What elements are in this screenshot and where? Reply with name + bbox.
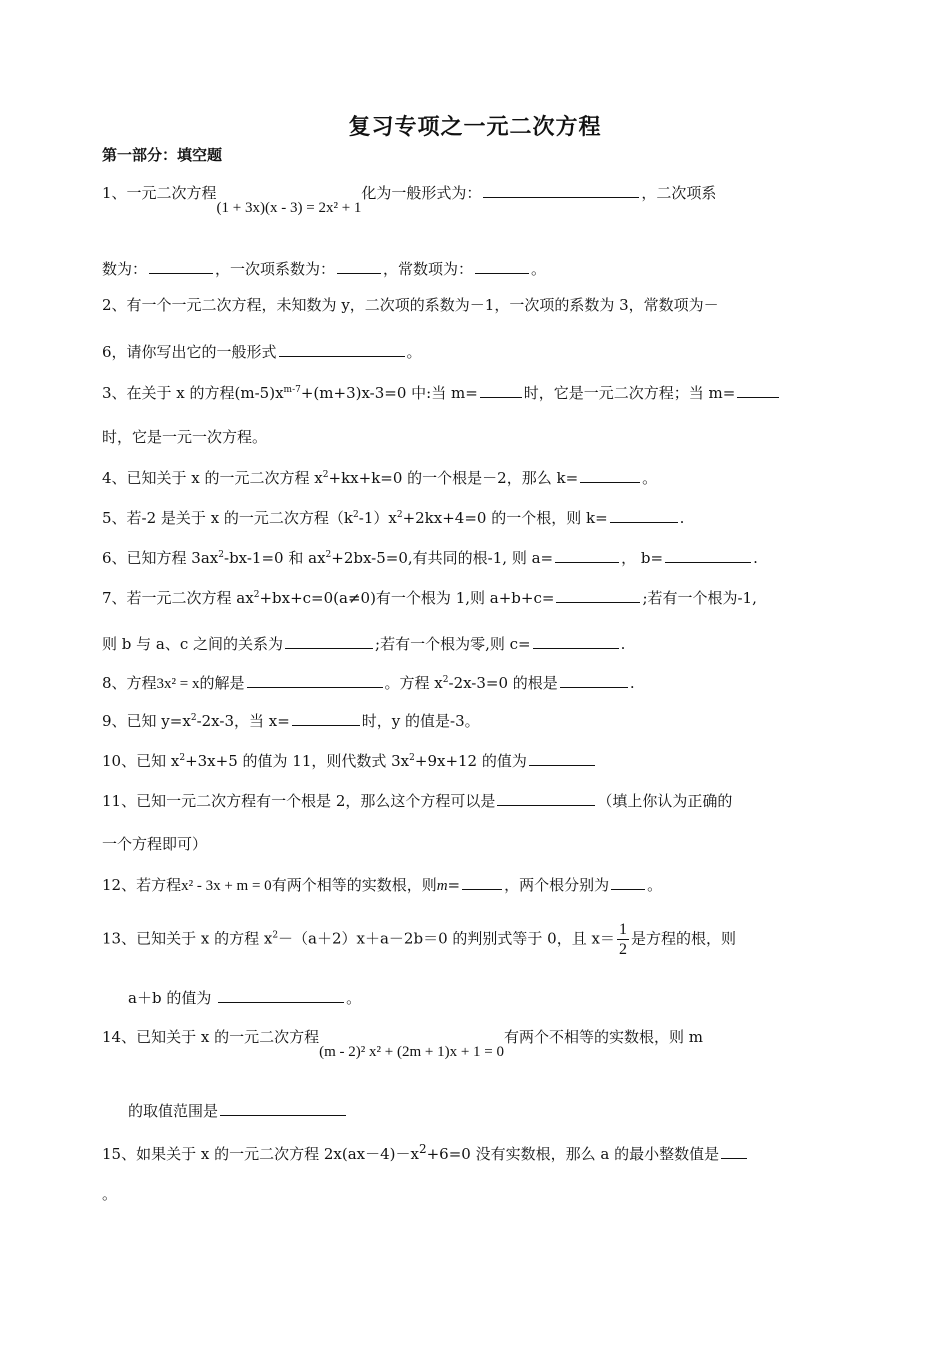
answer-blank[interactable] — [475, 256, 529, 274]
answer-blank[interactable] — [218, 985, 344, 1003]
answer-blank[interactable] — [247, 670, 383, 688]
question-3-line-2: 时，它是一元一次方程。 — [102, 428, 268, 446]
question-3-line-1: 3、在关于 x 的方程$(m-5)x^{m-7}+(m+3)x-3=0$ 中:当 m= 时，它是一元二次方程；当 m= — [102, 380, 852, 405]
question-1-line-1: 1、一元二次方程(1 + 3x)(x - 3) = 2x² + 1化为一般形式为： ，二次项系 — [102, 180, 852, 206]
answer-blank[interactable] — [721, 1141, 747, 1159]
answer-blank[interactable] — [279, 339, 405, 357]
question-14-line-1: 14、已知关于 x 的一元二次方程(m - 2)² x² + (2m + 1)x + 1 = 0有两个不相等的实数根，则 m — [102, 1028, 703, 1060]
question-12: 12、若方程x² - 3x + m = 0有两个相等的实数根，则m= ，两个根分别为 。 — [102, 872, 852, 898]
question-11-line-2: 一个方程即可） — [102, 835, 208, 853]
answer-blank[interactable] — [220, 1098, 346, 1116]
answer-blank[interactable] — [529, 748, 595, 766]
question-6: 6、已知方程 $3ax^2-bx-1=0$ 和 $ax^2+2bx-5=0$,有共同的根-1, 则 a= ， b= . — [102, 545, 852, 570]
answer-blank[interactable] — [337, 256, 381, 274]
answer-blank[interactable] — [533, 631, 619, 649]
question-13-line-1: 13、已知关于 x 的方程 $x^2-(a+2)x+a-2b=0$ 的判别式等于 0，且 x＝ $\frac{1}{2}$ 是方程的根，则 — [102, 921, 736, 958]
question-8: 8、方程3x² = x的解是 。方程 $x^2-2x-3=0$ 的根是 . — [102, 670, 852, 696]
equation-8: 3x² = x — [156, 676, 200, 692]
answer-blank[interactable] — [665, 545, 751, 563]
question-7-line-1: 7、若一元二次方程 $ax^2+bx+c=0(a\ne 0)$有一个根为 1,则 a+b+c= ;若有一个根为-1, — [102, 585, 852, 610]
fraction-one-half: $\frac{1}{2}$ — [618, 921, 627, 958]
equation-12: x² - 3x + m = 0 — [181, 878, 272, 894]
question-4: 4、已知关于 x 的一元二次方程 $x^2+kx+k=0$ 的一个根是－2，那么 k= 。 — [102, 465, 852, 490]
question-1-line-2: 数为： ，一次项系数为： ，常数项为： 。 — [102, 256, 852, 281]
answer-blank[interactable] — [560, 670, 628, 688]
answer-blank[interactable] — [555, 545, 619, 563]
answer-blank[interactable] — [580, 465, 640, 483]
question-9: 9、已知 $y=x^2-2x-3$，当 x= 时，y 的值是-3。 — [102, 708, 852, 733]
section-heading: 第一部分：填空题 — [102, 146, 223, 164]
question-15-line-2: 。 — [102, 1185, 118, 1203]
equation-1: (1 + 3x)(x - 3) = 2x² + 1 — [216, 200, 362, 216]
question-2-line-1: 2、有一个一元二次方程，未知数为 y，二次项的系数为－1，一次项的系数为 3，常数项为－ — [102, 296, 719, 314]
question-7-line-2: 则 b 与 a、c 之间的关系为 ;若有一个根为零,则 c= . — [102, 631, 852, 656]
question-5: 5、若-2 是关于 x 的一元二次方程$(k^2-1)x^2+2kx+4=0$ 的一个根，则 k= . — [102, 505, 852, 530]
question-13-line-2: a＋b 的值为 。 — [128, 985, 852, 1010]
question-2-line-2: 6，请你写出它的一般形式 。 — [102, 339, 852, 364]
answer-blank[interactable] — [497, 788, 595, 806]
answer-blank[interactable] — [285, 631, 373, 649]
question-10: 10、已知 $x^2+3x+5$ 的值为 11，则代数式 $3x^2+9x+12$ 的值为 — [102, 748, 852, 773]
answer-blank[interactable] — [292, 708, 360, 726]
question-14-line-2: 的取值范围是 — [128, 1098, 852, 1123]
answer-blank[interactable] — [737, 380, 779, 398]
answer-blank[interactable] — [556, 585, 640, 603]
question-15-line-1: 15、如果关于 x 的一元二次方程 $2x(ax-4)-x^2+6=0$ 没有实数根，那么 a 的最小整数值是 — [102, 1141, 852, 1166]
answer-blank[interactable] — [483, 180, 639, 198]
answer-blank[interactable] — [610, 505, 678, 523]
question-11-line-1: 11、已知一元二次方程有一个根是 2，那么这个方程可以是 （填上你认为正确的 — [102, 788, 852, 813]
equation-14: (m - 2)² x² + (2m + 1)x + 1 = 0 — [319, 1044, 504, 1060]
answer-blank[interactable] — [611, 872, 645, 890]
answer-blank[interactable] — [149, 256, 213, 274]
page-title: 复习专项之一元二次方程 — [348, 115, 602, 140]
answer-blank[interactable] — [462, 872, 502, 890]
answer-blank[interactable] — [480, 380, 522, 398]
